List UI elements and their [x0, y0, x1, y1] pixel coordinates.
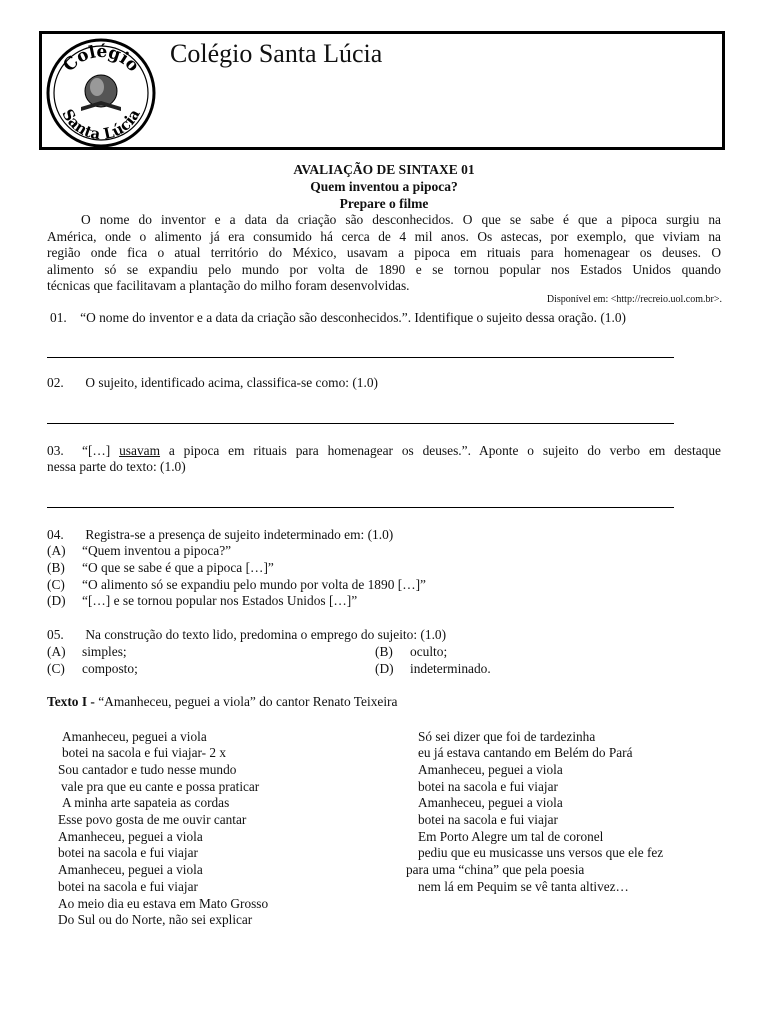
- option-label: (C): [47, 661, 65, 676]
- question-3-line2: nessa parte do texto: (1.0): [47, 459, 186, 474]
- lyric-line: Amanheceu, peguei a viola: [58, 862, 203, 877]
- question-3: [47, 443, 721, 460]
- option-text: “O alimento só se expandiu pelo mundo por volta de 1890 […]”: [82, 577, 426, 592]
- option-c[interactable]: [47, 661, 138, 678]
- lyric-line: Ao meio dia eu estava em Mato Grosso: [58, 896, 269, 911]
- question-prefix: “[…]: [82, 443, 120, 458]
- option-text: “O que se sabe é que a pipoca […]”: [82, 560, 274, 575]
- lyric-line: botei na sacola e fui viajar: [58, 845, 198, 860]
- lyric-line: Só sei dizer que foi de tardezinha: [418, 729, 596, 744]
- question-text: Na construção do texto lido, predomina o emprego do sujeito: (1.0): [85, 627, 447, 642]
- lyric-line: Em Porto Alegre um tal de coronel: [418, 829, 604, 844]
- lyric-line: botei na sacola e fui viajar: [58, 879, 198, 894]
- option-text: indeterminado.: [410, 661, 491, 676]
- logo-text-bottom: Santa Lúcia: [58, 106, 144, 144]
- option-text: simples;: [82, 644, 127, 659]
- option-label: (C): [47, 577, 65, 592]
- answer-line[interactable]: [47, 507, 674, 508]
- source-citation: Disponível em: <http://recreio.uol.com.br>.: [546, 294, 722, 305]
- exam-subtitle: Quem inventou a pipoca?: [310, 179, 458, 194]
- passage-line: O nome do inventor e a data da criação são desconhecidos. O que se sabe é que a pipoca surgiu na: [81, 212, 721, 227]
- school-name: Colégio Santa Lúcia: [170, 39, 383, 68]
- question-5: [47, 627, 723, 644]
- lyric-line: Amanheceu, peguei a viola: [418, 762, 563, 777]
- option-label: (D): [375, 661, 394, 676]
- passage-line: alimento só se expandiu pelo mundo por volta de 1890 e se tornou popular nos Estados Unidos quando: [47, 261, 721, 277]
- answer-line[interactable]: [47, 423, 674, 424]
- question-number: 05.: [47, 627, 64, 642]
- lyric-line: Do Sul ou do Norte, não sei explicar: [58, 912, 253, 927]
- highlighted-verb: usavam: [119, 443, 161, 458]
- question-text: a pipoca em rituais para homenagear os deuses.”. Aponte o sujeito do verbo em destaque: [160, 443, 721, 458]
- lyric-line: nem lá em Pequim se vê tanta altivez…: [418, 879, 629, 894]
- lyric-line: pediu que eu musicasse uns versos que ele fez: [418, 845, 664, 860]
- lyric-line: Esse povo gosta de me ouvir cantar: [58, 812, 247, 827]
- passage-line: técnicas que facilitavam a plantação do milho foram desenvolvidas.: [47, 278, 410, 294]
- option-label: (B): [47, 560, 65, 575]
- lyric-line: botei na sacola e fui viajar- 2 x: [62, 745, 227, 760]
- option-label: (D): [47, 593, 66, 608]
- question-text: “O nome do inventor e a data da criação são desconhecidos.”. Identifique o sujeito dessa oração. (1.0): [80, 310, 626, 325]
- lyric-line: A minha arte sapateia as cordas: [62, 795, 230, 810]
- texto-i-label: Texto I -: [47, 694, 95, 709]
- option-b[interactable]: [47, 560, 274, 577]
- lyric-line: botei na sacola e fui viajar: [418, 779, 558, 794]
- option-text: “[…] e se tornou popular nos Estados Unidos […]”: [82, 593, 358, 608]
- option-text: composto;: [82, 661, 138, 676]
- option-b[interactable]: [375, 644, 447, 661]
- answer-line[interactable]: [47, 357, 674, 358]
- option-d[interactable]: [375, 661, 491, 678]
- lyric-line: botei na sacola e fui viajar: [418, 812, 558, 827]
- question-2: [47, 375, 723, 392]
- school-logo: [45, 37, 157, 149]
- question-number: 01.: [50, 310, 67, 325]
- passage-line: região onde fica o atual território do México, usavam a pipoca em rituais para homenagear os deuses. O: [47, 245, 721, 261]
- passage-line: América, onde o alimento já era consumido há cerca de 4 mil anos. Os astecas, por exemplo, que viviam na: [47, 228, 721, 244]
- lyric-line: Amanheceu, peguei a viola: [418, 795, 563, 810]
- question-text: O sujeito, identificado acima, classifica-se como: (1.0): [85, 375, 378, 390]
- lyric-line: vale pra que eu cante e possa praticar: [61, 779, 260, 794]
- lyric-line: Amanheceu, peguei a viola: [58, 829, 203, 844]
- lyric-line: eu já estava cantando em Belém do Pará: [418, 745, 633, 760]
- option-label: (A): [47, 644, 66, 659]
- option-label: (A): [47, 543, 66, 558]
- reading-passage: [47, 212, 721, 295]
- logo-text-top: Colégio: [59, 41, 143, 77]
- question-text: Registra-se a presença de sujeito indeterminado em: (1.0): [85, 527, 394, 542]
- question-4: [47, 527, 723, 544]
- question-number: 03.: [47, 443, 64, 458]
- option-c[interactable]: [47, 577, 426, 594]
- question-number: 04.: [47, 527, 64, 542]
- option-d[interactable]: [47, 593, 357, 610]
- question-1: [50, 310, 726, 327]
- exam-section: Prepare o filme: [339, 196, 429, 211]
- exam-title: AVALIAÇÃO DE SINTAXE 01: [293, 162, 475, 177]
- question-number: 02.: [47, 375, 64, 390]
- texto-i-title: “Amanheceu, peguei a viola” do cantor Renato Teixeira: [94, 694, 398, 709]
- lyric-line: Amanheceu, peguei a viola: [62, 729, 207, 744]
- option-text: oculto;: [410, 644, 448, 659]
- option-label: (B): [375, 644, 393, 659]
- option-a[interactable]: [47, 543, 231, 560]
- option-text: “Quem inventou a pipoca?”: [82, 543, 232, 558]
- texto-i-heading: [47, 694, 397, 711]
- lyric-line: para uma “china” que pela poesia: [406, 862, 585, 877]
- option-a[interactable]: [47, 644, 127, 661]
- lyric-line: Sou cantador e tudo nesse mundo: [58, 762, 237, 777]
